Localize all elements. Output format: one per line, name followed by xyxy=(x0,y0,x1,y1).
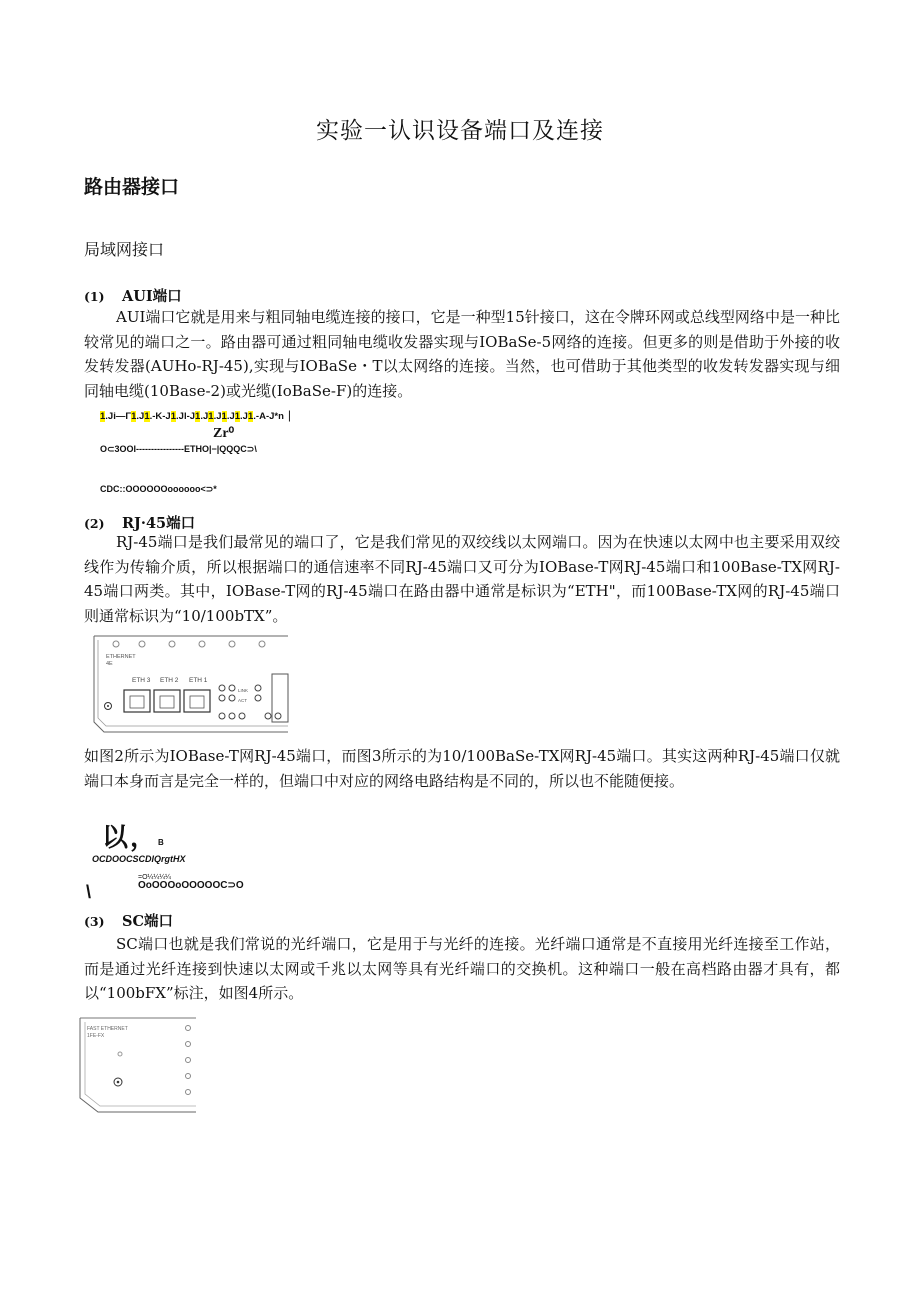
figure-3-line-2: =O¼¼¼¼ xyxy=(138,874,171,881)
heading-router-interfaces: 路由器接口 xyxy=(84,176,180,198)
section-heading-sc xyxy=(84,910,173,931)
led-label-act: ACT xyxy=(238,698,247,703)
panel-label: 1FE-FX xyxy=(87,1033,105,1039)
paragraph: AUI端口它就是用来与粗同轴电缆连接的接口，它是一种型15针接口，这在令牌环网或总线型网络中是一种比较常见的端口之一。路由器可通过粗同轴电缆收发器实现与IOBaSe-5网络的连接。但更多的则是借助于外接的收发转发器(AUHo-RJ-45),实现与IOBaSe・T以太网络的连接。当然，也可借助于其他类型的收发转发器实现与细同轴电缆(10Base-2)或光缆(IoBaSe-F)的连接。 xyxy=(84,308,840,400)
panel-label: ETHERNET xyxy=(106,654,136,660)
figure-3-large-glyphs: 以， xyxy=(102,823,159,853)
section-body-aui xyxy=(84,305,840,403)
document-title: 实验一认识设备端口及连接 xyxy=(316,118,604,144)
figure-3-small-mark: B xyxy=(158,838,164,847)
figure-2-rj45-panel xyxy=(92,634,290,734)
port-label-eth2: ETH 2 xyxy=(160,677,179,684)
section-title: RJ·45端口 xyxy=(122,515,196,532)
figure-4-sc-panel xyxy=(78,1016,198,1116)
figure-3-backslash: \ xyxy=(86,882,92,902)
port-label-eth1: ETH 1 xyxy=(189,677,208,684)
paragraph: RJ-45端口是我们最常见的端口了，它是我们常见的双绞线以太网端口。因为在快速以太网中也主要采用双绞线作为传输介质，所以根据端口的通信速率不同RJ-45端口又可分为IOBase-T网RJ-45端口和100Base-TX网RJ-45端口两类。其中，IOBase-T网的RJ-45端口在路由器中通常是标识为“ETH"，而100Base-TX网的RJ-45端口则通常标识为“10/100bTX”。 xyxy=(84,533,840,625)
section-body-sc xyxy=(84,932,840,1006)
figure-1-line-2: O⊂3OOI----------------ETHO|−|QQQC⊃\ xyxy=(100,444,257,454)
figure-1-line-1: 1.Ji—Γ1.J1.-K-J1.Jl-J1.J1.J1.J1.J1.-A-J*n | xyxy=(100,408,292,422)
section-body-rj45 xyxy=(84,530,840,628)
section-title: SC端口 xyxy=(122,913,174,930)
paragraph: SC端口也就是我们常说的光纤端口，它是用于与光纤的连接。光纤端口通常是不直接用光纤连接至工作站，而是通过光纤连接到快速以太网或千兆以太网等具有光纤端口的交换机。这种端口一般在高档路由器才具有，都以“100bFX”标注，如图4所示。 xyxy=(84,935,840,1002)
led-label-link: LINK xyxy=(238,688,249,693)
section-heading-aui xyxy=(84,285,182,306)
panel-label: FAST ETHERNET xyxy=(87,1026,128,1032)
figure-3-line-3: OoOOOoOOOOOC⊃O xyxy=(138,880,244,891)
heading-lan-interfaces: 局域网接口 xyxy=(84,240,165,259)
port-label-eth3: ETH 3 xyxy=(132,677,151,684)
section-title: AUI端口 xyxy=(122,288,182,305)
figure-3-line-1: OCDOOCSCDIQrgtHX xyxy=(92,854,186,864)
section-number: (1) xyxy=(84,289,105,304)
section-number: (2) xyxy=(84,516,105,531)
section-body-rj45-after xyxy=(84,744,840,793)
section-number: (3) xyxy=(84,914,105,929)
figure-1-line-3: CDC::OOOOOOoooooo<⊃* xyxy=(100,484,217,494)
paragraph: 如图2所示为IOBase-T网RJ-45端口，而图3所示的为10/100BaSe-TX网RJ-45端口。其实这两种RJ-45端口仅就端口本身而言是完全一样的，但端口中对应的网络电路结构是不同的，所以也不能随便接。 xyxy=(84,747,840,790)
figure-1-mark: Zr⁰ xyxy=(213,426,235,441)
panel-label: 4E xyxy=(106,661,113,667)
